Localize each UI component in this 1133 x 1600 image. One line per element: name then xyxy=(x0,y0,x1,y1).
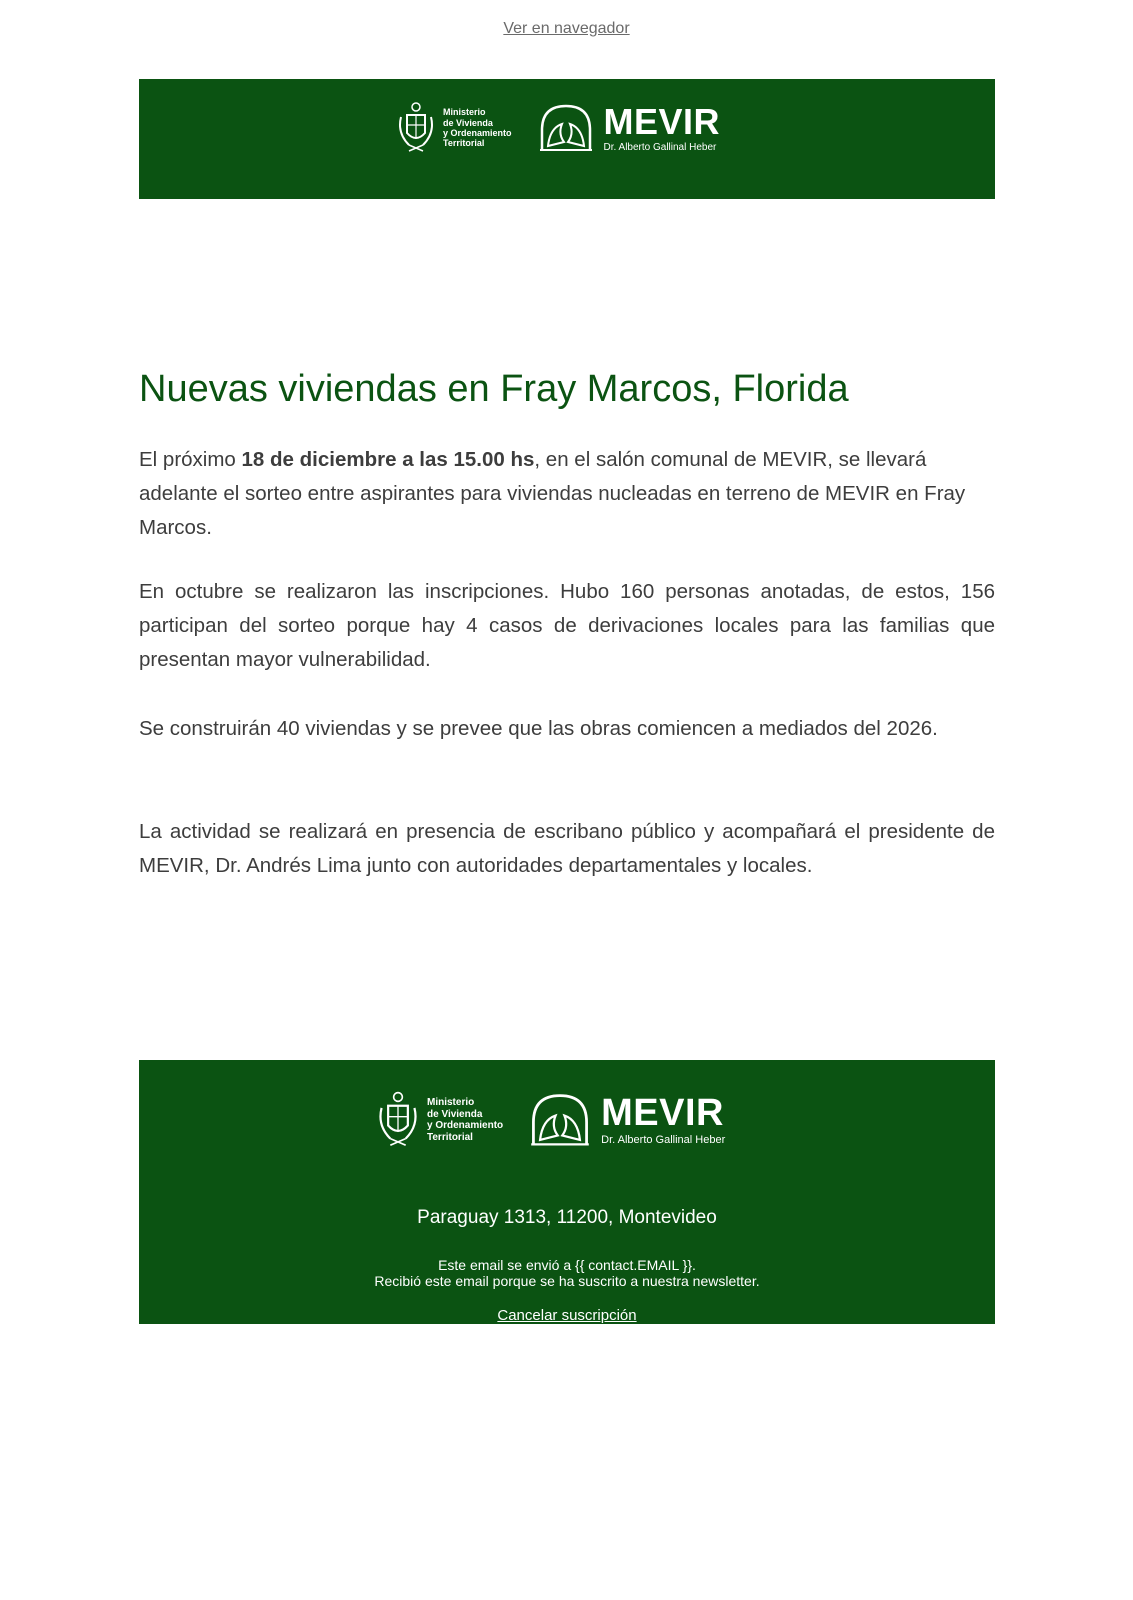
article-paragraph xyxy=(139,443,995,545)
ministry-line: y Ordenamiento xyxy=(443,128,512,138)
mevir-wordmark: MEVIR xyxy=(601,1092,724,1134)
article-title: Nuevas viviendas en Fray Marcos, Florida xyxy=(139,368,849,410)
footer-banner xyxy=(139,1060,995,1324)
ministry-line: de Vivienda xyxy=(443,117,493,128)
mevir-wordmark: MEVIR xyxy=(603,100,721,142)
mevir-birds-icon xyxy=(529,1091,591,1149)
header-logos xyxy=(395,101,720,155)
view-in-browser-link[interactable]: Ver en navegador xyxy=(503,20,630,37)
ministry-line: Ministerio xyxy=(427,1097,475,1108)
mevir-birds-icon xyxy=(538,102,594,154)
unsubscribe-link[interactable]: Cancelar suscripción xyxy=(497,1307,637,1324)
ministry-line: Territorial xyxy=(427,1131,473,1143)
paragraph-text: , en el salón comunal de MEVIR, se llevará adelante el sorteo entre aspirantes para viviendas nucleadas en terreno de MEVIR en Fray Marcos. xyxy=(139,448,966,539)
header-banner xyxy=(139,79,995,199)
ministry-name xyxy=(427,1097,503,1143)
mevir-subtitle: Dr. Alberto Gallinal Heber xyxy=(601,1134,726,1146)
ministry-line: Territorial xyxy=(443,138,485,149)
article-paragraph: La actividad se realizará en presencia de escribano público y acompañará el presidente de MEVIR, Dr. Andrés Lima junto con autoridades departamentales y locales. xyxy=(139,820,995,877)
paragraph-text: El próximo xyxy=(139,448,242,471)
mevir-brand xyxy=(603,100,721,153)
footer-address: Paraguay 1313, 11200, Montevideo xyxy=(417,1207,717,1228)
footer-logos xyxy=(375,1090,725,1150)
notice-line: Recibió este email porque se ha suscrito a nuestra newsletter. xyxy=(374,1273,760,1289)
article-paragraph: Se construirán 40 viviendas y se prevee que las obras comiencen a mediados del 2026. xyxy=(139,717,938,740)
date-highlight: 18 de diciembre a las 15.00 hs xyxy=(241,448,535,471)
mevir-brand xyxy=(601,1094,725,1146)
ministry-line: Ministerio xyxy=(443,107,486,118)
mevir-subtitle: Dr. Alberto Gallinal Heber xyxy=(603,141,717,153)
ministry-line: de Vivienda xyxy=(427,1108,483,1120)
ministry-name xyxy=(443,107,512,148)
coat-of-arms-icon xyxy=(395,101,437,155)
article-paragraph: En octubre se realizaron las inscripciones. Hubo 160 personas anotadas, de estos, 156 participan del sorteo porque hay 4 casos de derivaciones locales para las familias que presentan mayor vulnerabilidad. xyxy=(139,580,995,671)
coat-of-arms-icon xyxy=(375,1090,421,1150)
ministry-line: y Ordenamiento xyxy=(427,1120,504,1131)
notice-line: Este email se envió a {{ contact.EMAIL }}. xyxy=(438,1257,696,1273)
footer-notice xyxy=(139,1257,995,1289)
